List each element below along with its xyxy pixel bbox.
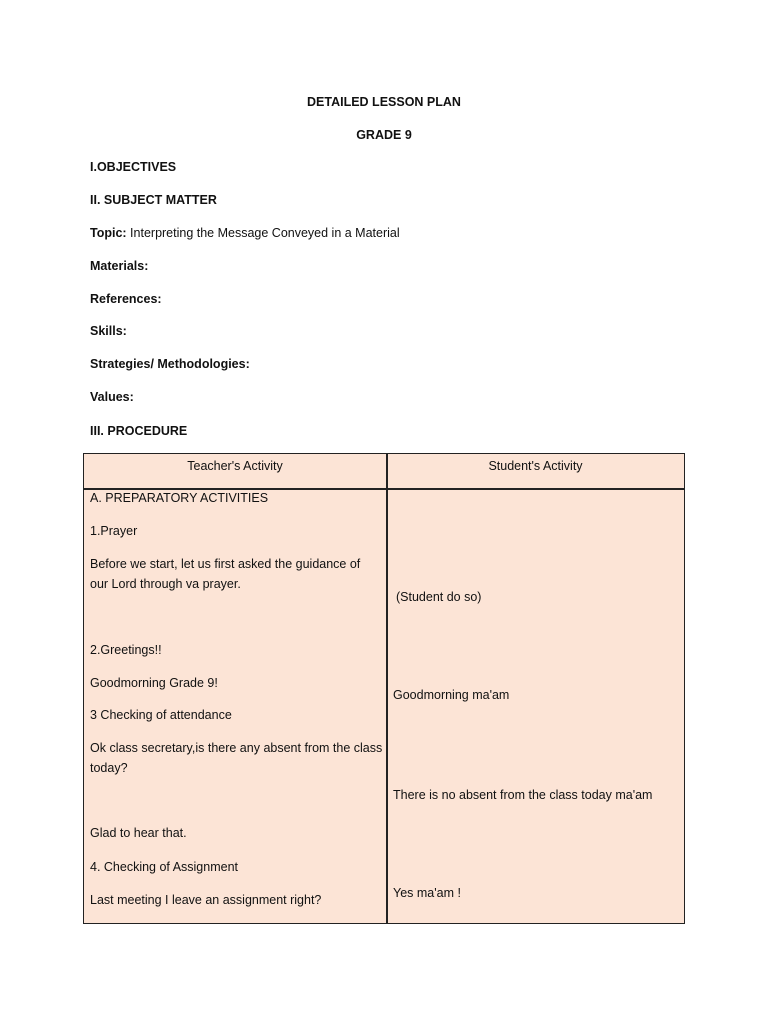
teacher-activity-header: Teacher's Activity [187,459,283,473]
subject-matter-heading: II. SUBJECT MATTER [90,193,217,207]
student-do-so: (Student do so) [396,590,482,604]
student-no-absent: There is no absent from the class today ma'am [393,788,653,802]
prayer-heading: 1.Prayer [90,524,138,538]
prayer-text-line2: our Lord through va prayer. [90,577,241,591]
document-title: DETAILED LESSON PLAN [307,95,461,109]
procedure-table [83,453,685,924]
prayer-text-line1: Before we start, let us first asked the guidance of [90,557,361,571]
secretary-question-line1: Ok class secretary,is there any absent from the class [90,741,383,755]
student-yes: Yes ma'am ! [393,886,461,900]
secretary-question-line2: today? [90,761,128,775]
glad-text: Glad to hear that. [90,826,187,840]
strategies-label: Strategies/ Methodologies: [90,357,250,371]
greetings-heading: 2.Greetings!! [90,643,162,657]
student-activity-header: Student's Activity [488,459,583,473]
teacher-goodmorning: Goodmorning Grade 9! [90,676,218,690]
topic-label: Topic: [90,226,127,240]
topic-line [90,226,400,240]
preparatory-activities: A. PREPARATORY ACTIVITIES [90,491,269,505]
grade-heading: GRADE 9 [356,128,412,142]
values-label: Values: [90,390,134,404]
materials-label: Materials: [90,259,149,273]
objectives-heading: I.OBJECTIVES [90,160,177,174]
references-label: References: [90,292,162,306]
topic-value: Interpreting the Message Conveyed in a Material [126,226,400,240]
assignment-heading: 4. Checking of Assignment [90,860,238,874]
skills-label: Skills: [90,324,127,338]
last-meeting-text: Last meeting I leave an assignment right? [90,893,322,907]
student-goodmorning: Goodmorning ma'am [393,688,510,702]
attendance-heading: 3 Checking of attendance [90,708,232,722]
procedure-heading: III. PROCEDURE [90,424,188,438]
column-divider [386,454,388,923]
